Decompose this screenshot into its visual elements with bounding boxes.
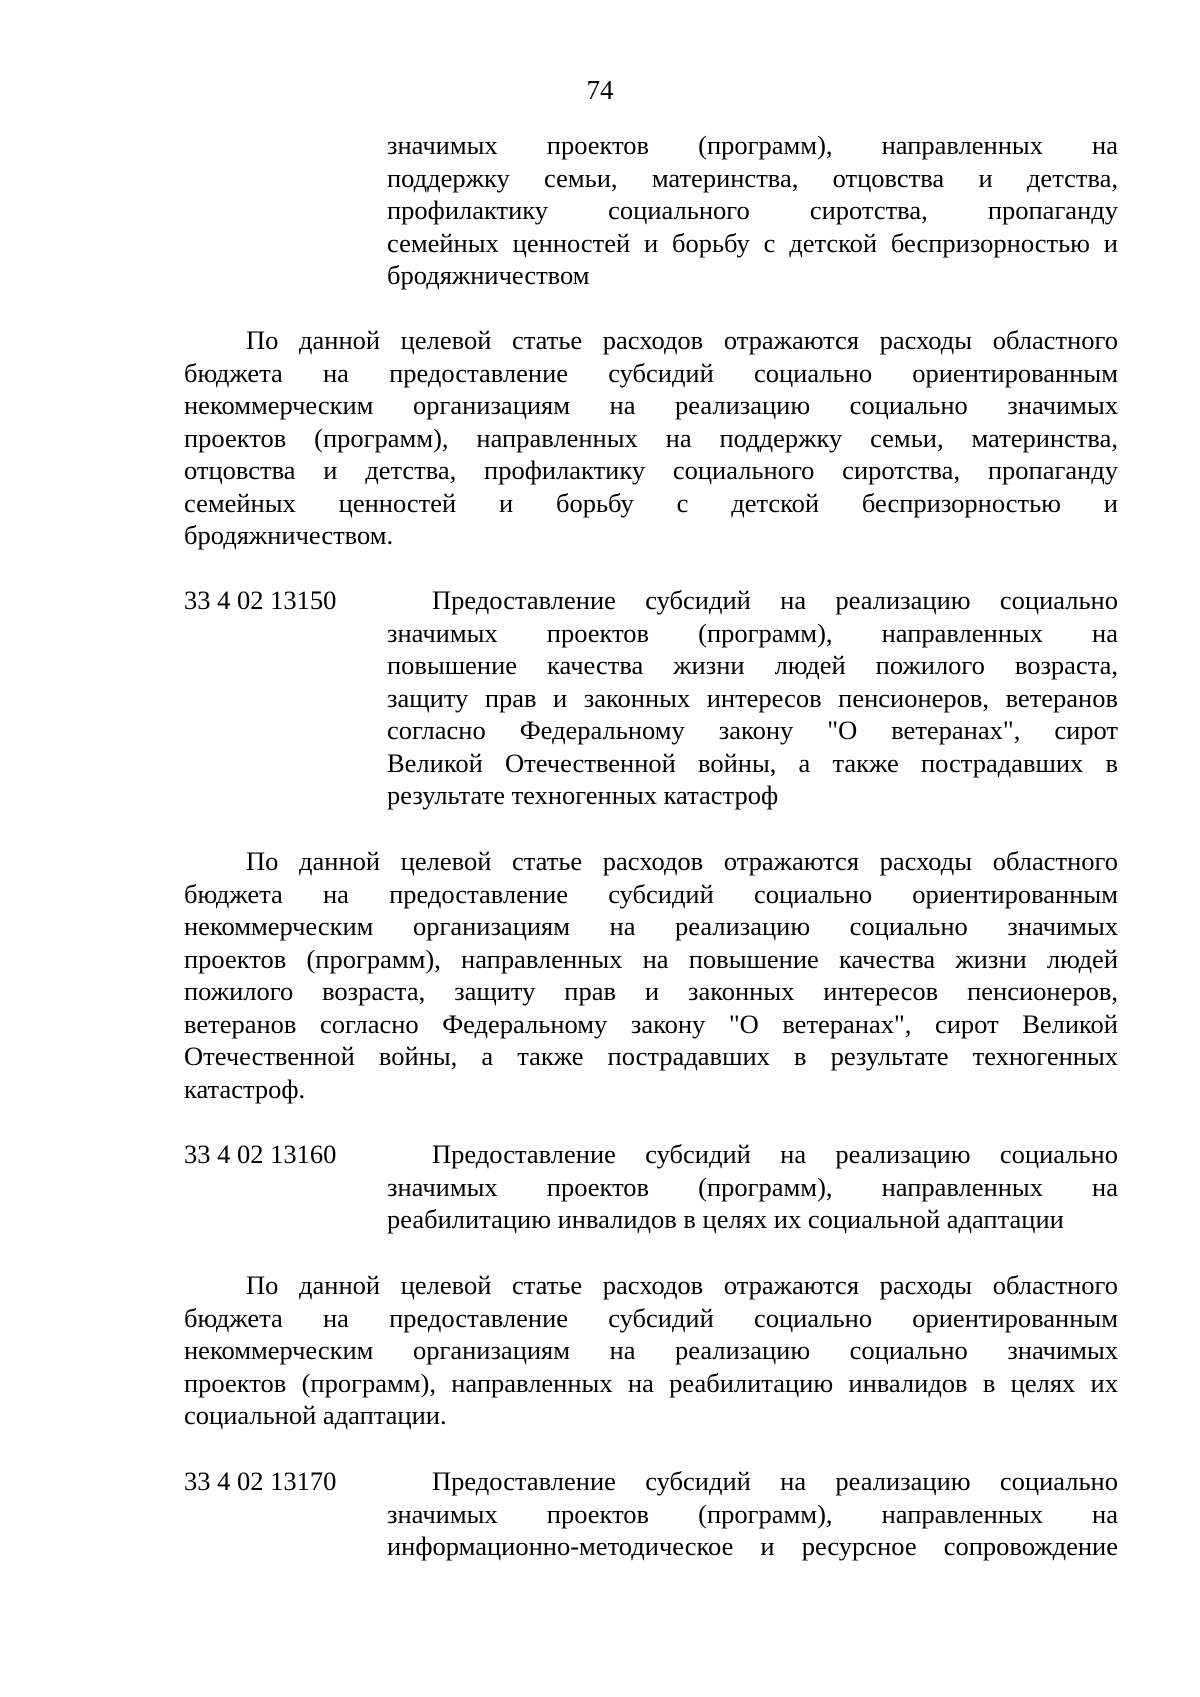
text-line: значимых проектов (программ), направленных на	[387, 617, 1118, 648]
text-line: защиту прав и законных интересов пенсионеров, ветеранов	[387, 682, 1118, 713]
text-line: По данной целевой статье расходов отражаются расходы областного	[246, 846, 1118, 876]
description-paragraph	[184, 845, 1118, 1105]
text-line: бродяжничеством.	[184, 520, 394, 550]
entry-title-line: Предоставление субсидий на реализацию социально	[432, 1139, 1118, 1169]
entry-title-line: Предоставление субсидий на реализацию социально	[432, 1466, 1118, 1496]
text-line: результате техногенных катастроф	[387, 780, 779, 810]
text-line: согласно Федеральному закону "О ветеранах", сирот	[387, 715, 1118, 745]
text-line: Великой Отечественной войны, а также пострадавших в	[387, 747, 1118, 778]
text-line: семейных ценностей и борьбу с детской беспризорностью и	[387, 227, 1118, 258]
text-line: значимых проектов (программ), направленных на	[387, 130, 1118, 160]
text-line: Отечественной войны, а также пострадавших в результате техногенных	[184, 1041, 1118, 1071]
text-line: ветеранов согласно Федеральному закону "О ветеранах", сирот Великой	[184, 1008, 1118, 1039]
text-line: бюджета на предоставление субсидий социально ориентированным	[184, 1302, 1118, 1333]
text-line: семейных ценностей и борьбу с детской беспризорностью и	[184, 487, 1118, 518]
text-line: реабилитацию инвалидов в целях их социальной адаптации	[387, 1204, 1064, 1234]
text-line: некоммерческим организациям на реализацию социально значимых	[184, 911, 1118, 941]
text-line: проектов (программ), направленных на поддержку семьи, материнства,	[184, 422, 1118, 453]
text-line: проектов (программ), направленных на повышение качества жизни людей	[184, 943, 1118, 974]
intro-block	[387, 129, 1118, 292]
text-line: профилактику социального сиротства, пропаганду	[387, 195, 1118, 225]
description-paragraph	[184, 1269, 1118, 1432]
text-line: бюджета на предоставление субсидий социально ориентированным	[184, 357, 1118, 388]
entry-code: 33 4 02 13160	[184, 1139, 337, 1169]
text-line: социальной адаптации.	[184, 1400, 447, 1430]
entry-code: 33 4 02 13170	[184, 1466, 337, 1496]
text-line: поддержку семьи, материнства, отцовства и детства,	[387, 162, 1118, 193]
text-line: пожилого возраста, защиту прав и законных интересов пенсионеров,	[184, 976, 1118, 1006]
text-line: некоммерческим организациям на реализацию социально значимых	[184, 390, 1118, 420]
text-line: отцовства и детства, профилактику социального сиротства, пропаганду	[184, 455, 1118, 485]
page-number: 74	[586, 75, 614, 105]
text-line: информационно-методическое и ресурсное сопровождение	[387, 1531, 1118, 1561]
text-line: повышение качества жизни людей пожилого возраста,	[387, 650, 1118, 680]
entry-title-line: Предоставление субсидий на реализацию социально	[432, 585, 1118, 615]
text-line: бродяжничеством	[387, 260, 590, 290]
text-line: По данной целевой статье расходов отражаются расходы областного	[246, 325, 1118, 355]
text-line: проектов (программ), направленных на реабилитацию инвалидов в целях их	[184, 1367, 1118, 1398]
text-line: некоммерческим организациям на реализацию социально значимых	[184, 1335, 1118, 1365]
text-line: значимых проектов (программ), направленных на	[387, 1498, 1118, 1529]
text-line: катастроф.	[184, 1073, 306, 1104]
description-paragraph	[184, 324, 1118, 552]
text-line: значимых проектов (программ), направленных на	[387, 1171, 1118, 1202]
text-line: По данной целевой статье расходов отражаются расходы областного	[246, 1270, 1118, 1300]
entry-code: 33 4 02 13150	[184, 585, 337, 615]
text-line: бюджета на предоставление субсидий социально ориентированным	[184, 878, 1118, 909]
